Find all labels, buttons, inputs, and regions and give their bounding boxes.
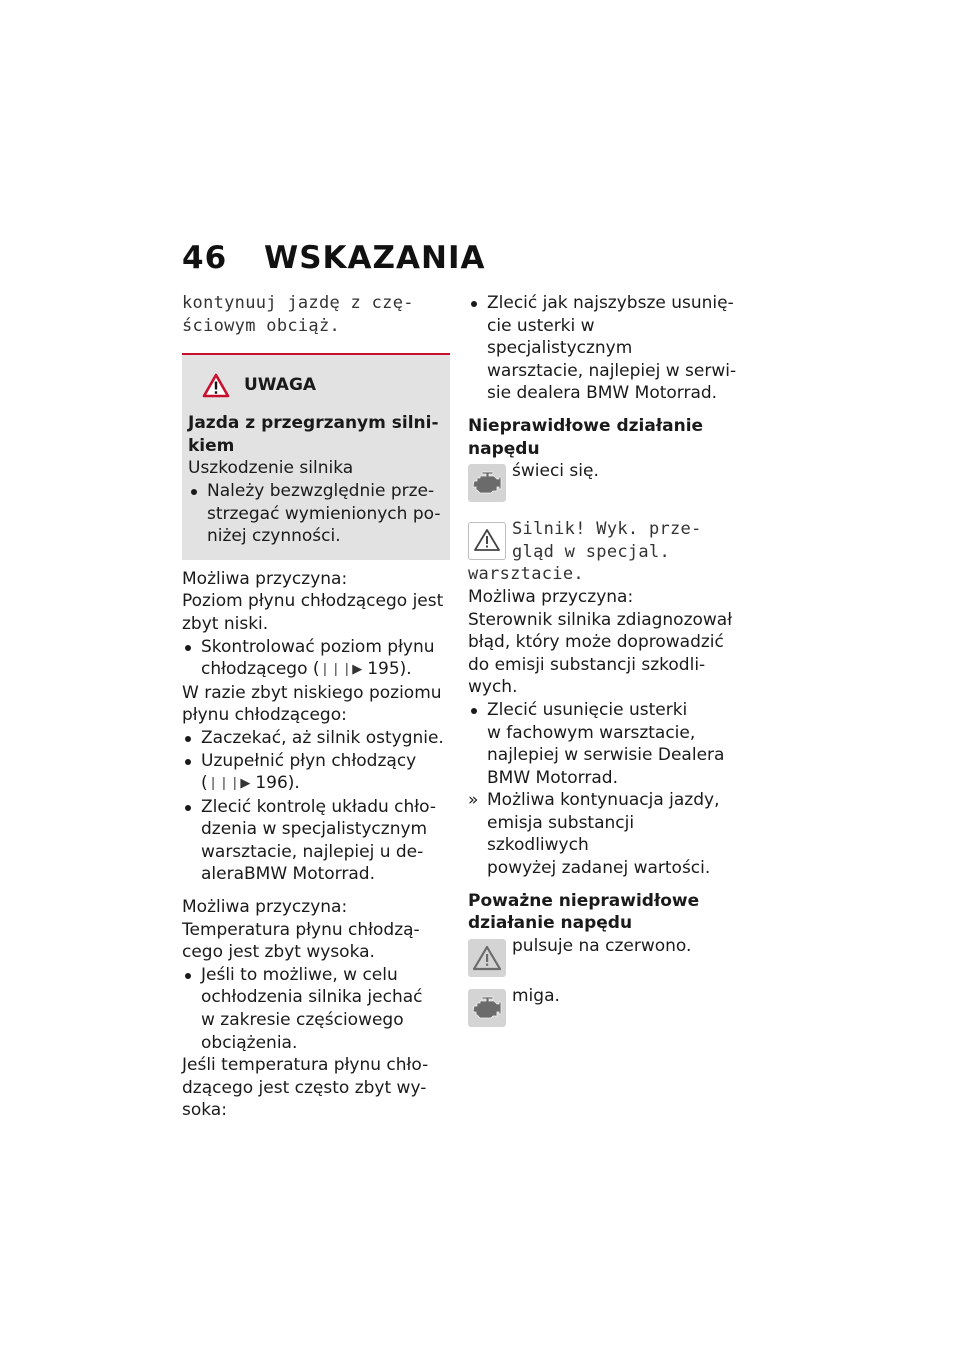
notice-title: UWAGA [188, 373, 444, 398]
page-title: WSKAZANIA [264, 240, 486, 276]
notice-bullet: Należy bezwzględnie prze- strzegać wymienionych po- niżej czynności. [188, 480, 444, 548]
notice-heading: Jazda z przegrzanym silni- kiem [188, 413, 439, 456]
list-item: Zlecić kontrolę układu chło- dzenia w specjalistycznym warsztacie, najlepiej u de- aleraBMW Motorrad. [182, 796, 450, 886]
cause-label: Możliwa przyczyna: [468, 586, 634, 607]
general-warning-indicator [468, 939, 506, 977]
warning-triangle-icon [472, 945, 502, 971]
section-heading: Poważne nieprawidłowe działanie napędu [468, 890, 700, 934]
cause-label: Możliwa przyczyna: [182, 568, 348, 589]
page-reference-link[interactable]: 195). [367, 659, 412, 680]
list-item: Zlecić jak najszybsze usunię- cie usterki w specjalistycznym warsztacie, najlepiej w serwi- sie dealera BMW Motorrad. [468, 292, 740, 405]
warning-triangle-icon [202, 373, 230, 398]
notice-box [182, 353, 450, 560]
warning-triangle-icon [473, 528, 501, 552]
left-column: kontynuuj jazdę z czę- ściowym obciąż. UWAGA Jazda z przegrzanym silni- kiem Uszkodzenie silnika Należy bezwzględnie prze- strzegać wymienionych po- niżej czynności. Możliwa przyczyna: Poziom płynu chłodzącego jest zbyt niski. Skontrolować poziom płynu chłodzącego (❘❘❘▶ 195). W razie zbyt niskiego poziomu płynu chłodzącego: Zaczekać, aż silnik ostygnie. Uzupełnić płyn chłodzący (❘❘❘▶ 196). Zlecić kontrolę układu chło- dzenia w specjalistycznym warsztacie, najlepiej u de- aleraBMW Motorrad. Możliwa przyczyna: Temperatura płynu chłodzą- cego jest zbyt wysoka. Jeśli to możliwe, w celu ochłodzenia silnika jechać w zakresie częściowego obciążenia. Jeśli temperatura płynu chło- dzącego jest często zbyt wy- soka: [182, 292, 450, 1122]
engine-warning-icon [472, 470, 502, 496]
engine-warning-indicator [468, 989, 506, 1027]
list-item: Zaczekać, aż silnik ostygnie. [182, 727, 450, 750]
page-header [182, 240, 485, 276]
page-reference-arrow-icon: ❘❘❘▶ [207, 776, 251, 792]
warning-display-indicator [468, 522, 506, 560]
engine-warning-icon [472, 995, 502, 1021]
indicator-row [468, 518, 740, 586]
list-item: Uzupełnić płyn chłodzący (❘❘❘▶ 196). [182, 750, 450, 796]
indicator-row: świeci się. [468, 460, 740, 504]
list-item: Jeśli to możliwe, w celu ochłodzenia silnika jechać w zakresie częściowego obciążenia. [182, 964, 450, 1054]
page-reference-arrow-icon: ❘❘❘▶ [319, 662, 363, 678]
page-reference-link[interactable]: 196). [255, 773, 300, 794]
display-message: Silnik! Wyk. prze- gląd w specjal. warsztacie. [468, 519, 702, 585]
section-heading: Nieprawidłowe działanie napędu [468, 415, 704, 459]
intro-mono-text: kontynuuj jazdę z czę- ściowym obciąż. [182, 293, 414, 336]
list-item: Zlecić usunięcie usterki w fachowym warsztacie, najlepiej w serwisie Dealera BMW Motorrad. [468, 699, 740, 789]
notice-consequence: Uszkodzenie silnika [188, 458, 354, 479]
right-column: Zlecić jak najszybsze usunię- cie usterki w specjalistycznym warsztacie, najlepiej w serwi- sie dealera BMW Motorrad. Nieprawidłowe działanie napędu świeci się. Silnik! Wyk. prze- gląd w specjal. warsztacie. Możliwa przyczyna: Sterownik silnika zdiagnozował błąd, który może doprowadzić do emisji substancji szkodli- wych. Zlecić usunięcie usterki w fachowym warsztacie, najlepiej w serwisie Dealera BMW Motorrad. » Możliwa kontynuacja jazdy, emisja substancji szkodliwych powyżej zadanej wartości. Poważne nieprawidłowe działanie napędu pulsuje na czerwono. miga. [468, 292, 740, 1029]
cause-label: Możliwa przyczyna: [182, 897, 348, 918]
indicator-row: miga. [468, 985, 740, 1029]
list-item: Skontrolować poziom płynu chłodzącego (❘❘❘▶ 195). [182, 636, 450, 682]
engine-warning-indicator [468, 464, 506, 502]
page-number: 46 [182, 240, 228, 276]
result-item: » Możliwa kontynuacja jazdy, emisja substancji szkodliwych powyżej zadanej wartości. [468, 789, 740, 879]
indicator-row: pulsuje na czerwono. [468, 935, 740, 979]
